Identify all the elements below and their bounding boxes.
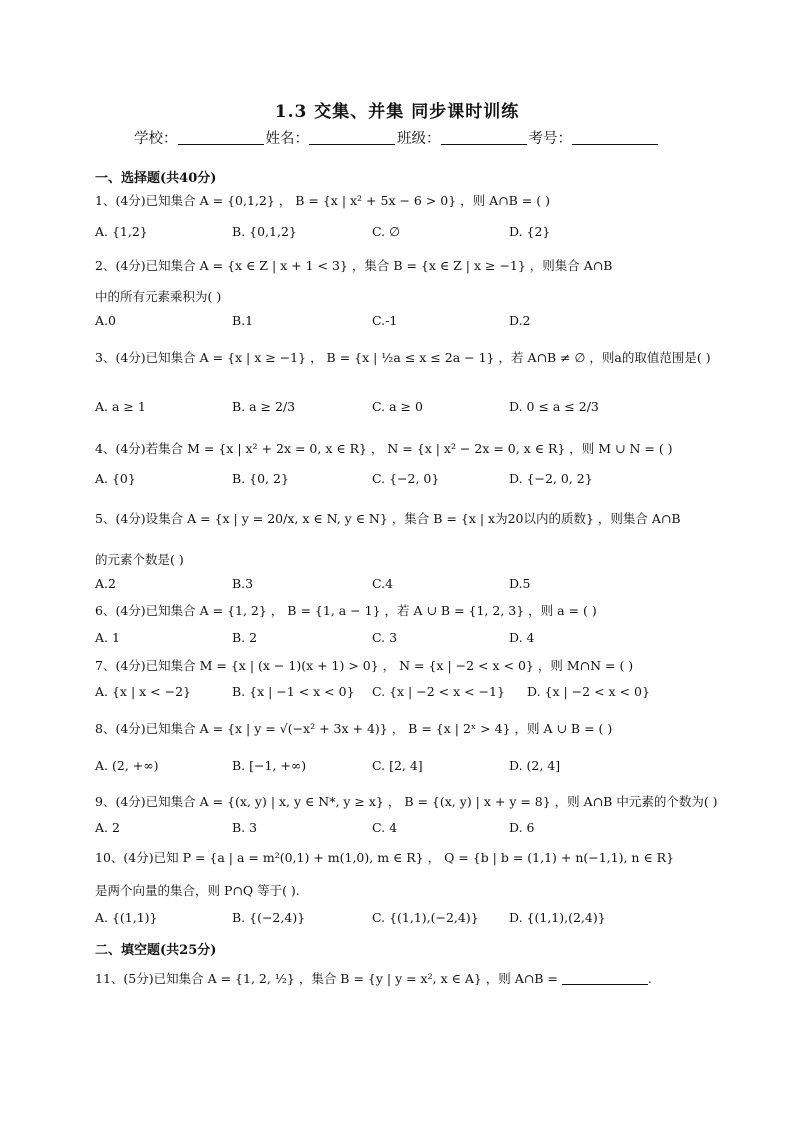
option-c[interactable]: C.4 xyxy=(372,576,394,591)
option-c[interactable]: C. {(1,1),(−2,4)} xyxy=(372,910,479,925)
option-a[interactable]: A. 1 xyxy=(95,630,120,645)
question-10-continued: 是两个向量的集合，则 P∩Q 等于( ). xyxy=(95,883,300,898)
option-d[interactable]: D.2 xyxy=(509,313,531,328)
question-9: 9、(4分)已知集合 A = {(x, y) | x, y ∈ N*, y ≥ x} ， B = {(x, y) | x + y = 8} ，则 A∩B 中元素的个数为( ) xyxy=(95,794,718,809)
option-a[interactable]: A. {x | x < −2} xyxy=(95,684,191,699)
class-blank[interactable] xyxy=(441,130,527,145)
question-1-options xyxy=(95,224,715,242)
option-b[interactable]: B.1 xyxy=(232,313,254,328)
option-c[interactable]: C. [2, 4] xyxy=(372,758,423,773)
option-d[interactable]: D. 6 xyxy=(509,820,535,835)
option-d[interactable]: D. 0 ≤ a ≤ 2/3 xyxy=(509,399,599,414)
option-a[interactable]: A.0 xyxy=(95,313,116,328)
question-10-options xyxy=(95,910,715,928)
option-d[interactable]: D. (2, 4] xyxy=(509,758,561,773)
option-a[interactable]: A.2 xyxy=(95,576,116,591)
answer-blank[interactable] xyxy=(562,972,648,985)
question-6: 6、(4分)已知集合 A = {1, 2} ， B = {1, a − 1} ，若 A ∪ B = {1, 2, 3} ，则 a = ( ) xyxy=(95,603,597,618)
number-blank[interactable] xyxy=(572,130,658,145)
section-heading-fill: 二、填空题(共25分) xyxy=(95,943,217,958)
option-c[interactable]: C. 3 xyxy=(372,630,398,645)
option-a[interactable]: A. 2 xyxy=(95,820,120,835)
option-c[interactable]: C. a ≥ 0 xyxy=(372,399,423,414)
question-4: 4、(4分)若集合 M = {x | x² + 2x = 0, x ∈ R} ， N = {x | x² − 2x = 0, x ∈ R} ，则 M ∪ N = ( ) xyxy=(95,441,673,456)
option-c[interactable]: C. {x | −2 < x < −1} xyxy=(372,684,505,699)
question-9-options xyxy=(95,820,715,838)
question-7-options xyxy=(95,684,715,702)
option-d[interactable]: D. {(1,1),(2,4)} xyxy=(509,910,606,925)
question-5: 5、(4分)设集合 A = {x | y = 20/x, x ∈ N, y ∈ N} ，集合 B = {x | x为20以内的质数} ，则集合 A∩B xyxy=(95,511,681,526)
question-11 xyxy=(95,969,652,987)
option-a[interactable]: A. {1,2} xyxy=(95,224,148,239)
option-b[interactable]: B. {(−2,4)} xyxy=(232,910,306,925)
question-11-period: . xyxy=(647,971,652,986)
class-label: 班级： xyxy=(397,131,441,147)
name-label: 姓名： xyxy=(265,131,309,147)
option-b[interactable]: B. {0, 2} xyxy=(232,471,289,486)
student-info-line xyxy=(0,127,794,148)
school-label: 学校： xyxy=(134,131,178,147)
page-title: 1.3 交集、并集 同步课时训练 xyxy=(274,102,520,122)
option-b[interactable]: B. {x | −1 < x < 0} xyxy=(232,684,355,699)
question-8: 8、(4分)已知集合 A = {x | y = √(−x² + 3x + 4)} ， B = {x | 2ˣ > 4} ，则 A ∪ B = ( ) xyxy=(95,721,613,736)
option-c[interactable]: C. {−2, 0} xyxy=(372,471,440,486)
option-c[interactable]: C. ∅ xyxy=(372,224,400,239)
question-2-continued: 中的所有元素乘积为( ) xyxy=(95,289,222,304)
option-a[interactable]: A. a ≥ 1 xyxy=(95,399,146,414)
question-4-options xyxy=(95,471,715,489)
option-b[interactable]: B. 2 xyxy=(232,630,258,645)
question-3-options xyxy=(95,399,715,417)
question-8-options xyxy=(95,758,715,776)
section-heading-choice: 一、选择题(共40分) xyxy=(95,171,217,186)
question-5-options xyxy=(95,576,715,594)
option-b[interactable]: B. {0,1,2} xyxy=(232,224,297,239)
option-d[interactable]: D.5 xyxy=(509,576,531,591)
name-blank[interactable] xyxy=(309,130,395,145)
option-c[interactable]: C.-1 xyxy=(372,313,398,328)
option-c[interactable]: C. 4 xyxy=(372,820,398,835)
option-b[interactable]: B. a ≥ 2/3 xyxy=(232,399,296,414)
question-6-options xyxy=(95,630,715,648)
option-a[interactable]: A. (2, +∞) xyxy=(95,758,159,773)
question-7: 7、(4分)已知集合 M = {x | (x − 1)(x + 1) > 0} ， N = {x | −2 < x < 0} ，则 M∩N = ( ) xyxy=(95,658,634,673)
school-blank[interactable] xyxy=(178,130,264,145)
question-2-options xyxy=(95,313,715,331)
question-2: 2、(4分)已知集合 A = {x ∈ Z | x + 1 < 3} ，集合 B = {x ∈ Z | x ≥ −1} ，则集合 A∩B xyxy=(95,258,613,273)
option-d[interactable]: D. {x | −2 < x < 0} xyxy=(527,684,650,699)
option-d[interactable]: D. 4 xyxy=(509,630,535,645)
option-b[interactable]: B.3 xyxy=(232,576,254,591)
option-a[interactable]: A. {(1,1)} xyxy=(95,910,158,925)
option-a[interactable]: A. {0} xyxy=(95,471,136,486)
number-label: 考号： xyxy=(528,131,572,147)
question-5-continued: 的元素个数是( ) xyxy=(95,552,184,567)
question-1: 1、(4分)已知集合 A = {0,1,2} ， B = {x | x² + 5x − 6 > 0} ，则 A∩B = ( ) xyxy=(95,193,550,208)
question-11-text: 11、(5分)已知集合 A = {1, 2, ½} ，集合 B = {y | y = x², x ∈ A} ，则 A∩B = xyxy=(95,971,558,986)
option-d[interactable]: D. {−2, 0, 2} xyxy=(509,471,593,486)
option-b[interactable]: B. 3 xyxy=(232,820,258,835)
question-10: 10、(4分)已知 P = {a | a = m²(0,1) + m(1,0), m ∈ R} ， Q = {b | b = (1,1) + n(−1,1), n ∈ R} xyxy=(95,850,675,865)
option-d[interactable]: D. {2} xyxy=(509,224,551,239)
option-b[interactable]: B. [−1, +∞) xyxy=(232,758,307,773)
question-3: 3、(4分)已知集合 A = {x | x ≥ −1} ， B = {x | ½a ≤ x ≤ 2a − 1} ，若 A∩B ≠ ∅ ，则a的取值范围是( ) xyxy=(95,350,711,365)
